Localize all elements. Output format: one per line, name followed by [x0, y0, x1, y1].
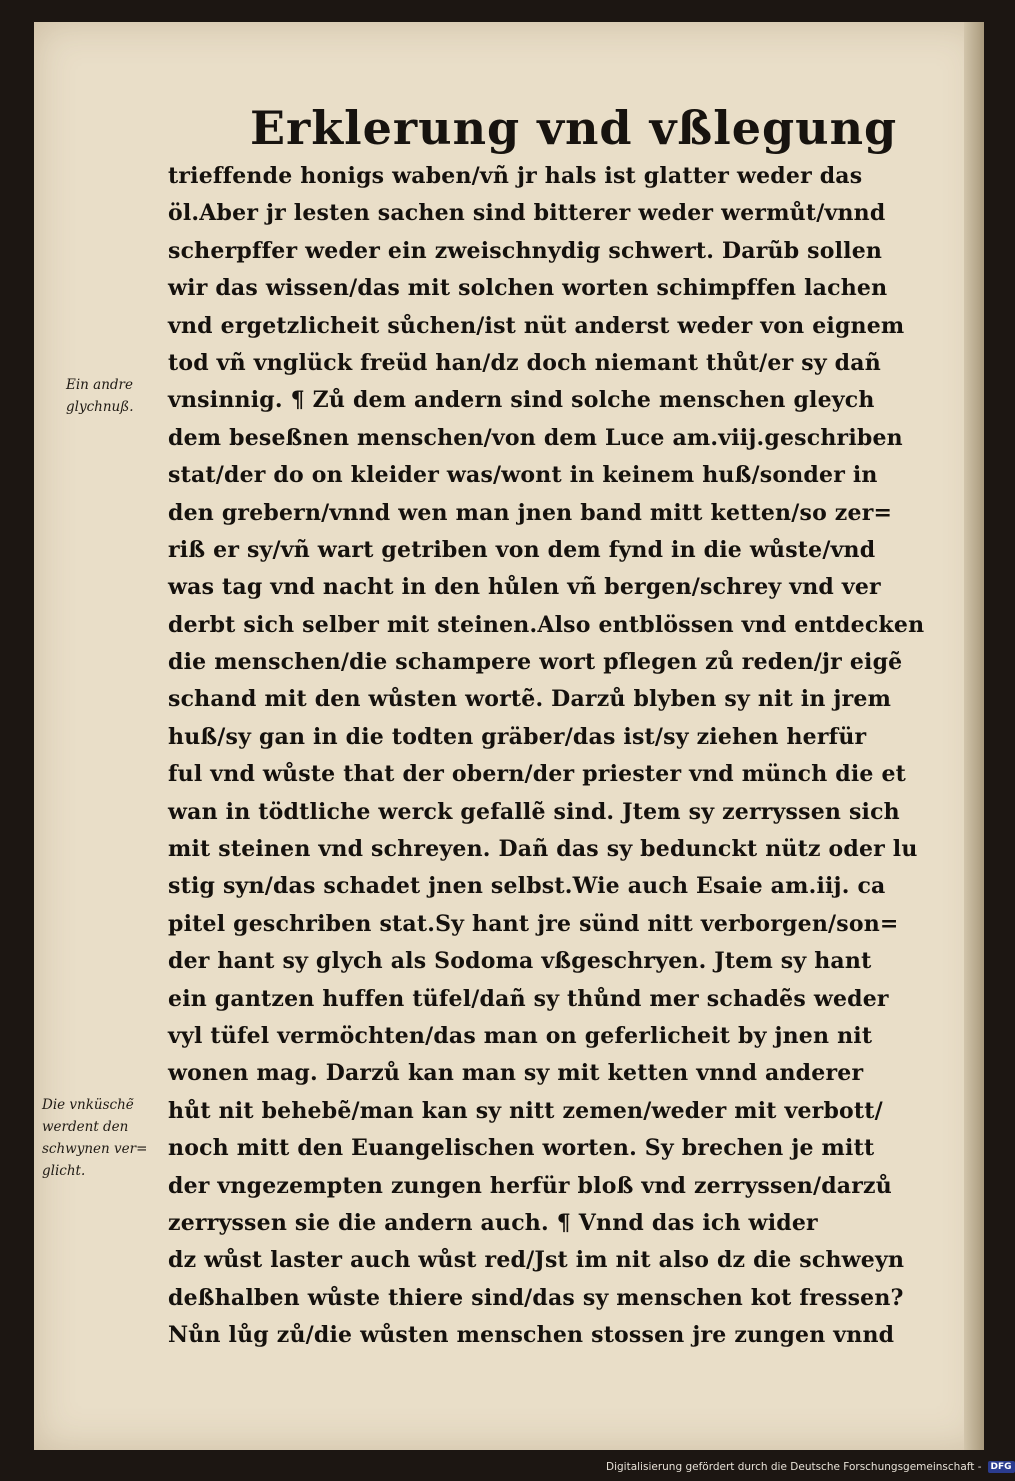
digitization-footer — [606, 1458, 1015, 1476]
marginal-note-swine — [42, 1094, 164, 1182]
text-line: wan in tödtliche werck gefallẽ sind. Jtem sy zerryssen sich — [168, 798, 900, 825]
text-line: deßhalben wůste thiere sind/das sy menschen kot fressen? — [168, 1284, 904, 1311]
text-line: den grebern/vnnd wen man jnen band mitt ketten/so zer= — [168, 499, 893, 526]
text-line: trieffende honigs waben/vñ jr hals ist glatter weder das — [168, 163, 863, 189]
text-line: ful vnd wůste that der obern/der priester vnd münch die et — [168, 761, 907, 788]
text-line: mit steinen vnd schreyen. Dañ das sy bedunckt nütz oder lu — [168, 836, 918, 863]
text-line: huß/sy gan in die todten gräber/das ist/sy ziehen herfür — [168, 723, 867, 750]
text-line: dz wůst laster auch wůst red/Jst im nit also dz die schweyn — [168, 1247, 905, 1274]
text-line: hůt nit behebẽ/man kan sy nitt zemen/weder mit verbott/ — [168, 1097, 883, 1124]
marginal-note-comparison — [66, 374, 166, 418]
marginal-note-line: werdent den — [42, 1119, 129, 1135]
text-line: pitel geschriben stat.Sy hant jre sünd nitt verborgen/son= — [168, 910, 899, 937]
text-line: schand mit den wůsten wortẽ. Darzů blyben sy nit in jrem — [168, 686, 892, 713]
text-line: die menschen/die schampere wort pflegen zů reden/jr eigẽ — [168, 649, 903, 676]
text-line: der vngezempten zungen herfür bloß vnd zerryssen/darzů — [168, 1172, 892, 1199]
text-line: vnsinnig. ¶ Zů dem andern sind solche menschen gleych — [168, 387, 875, 414]
marginal-note-line: glychnuß. — [66, 399, 134, 415]
marginal-note-line: Ein andre — [66, 377, 133, 393]
text-line: wonen mag. Darzů kan man sy mit ketten vnnd anderer — [168, 1060, 864, 1087]
text-line: Nůn lůg zů/die wůsten menschen stossen jre zungen vnnd — [168, 1322, 895, 1349]
text-line: öl.Aber jr lesten sachen sind bitterer weder wermůt/vnnd — [168, 200, 886, 227]
text-line: zerryssen sie die andern auch. ¶ Vnnd das ich wider — [168, 1209, 818, 1236]
dfg-logo: DFG — [988, 1461, 1015, 1473]
body-text — [168, 158, 928, 1355]
text-line: riß er sy/vñ wart getriben von dem fynd in die wůste/vnd — [168, 536, 876, 563]
marginal-note-line: glicht. — [42, 1163, 86, 1179]
footer-text: Digitalisierung gefördert durch die Deutsche Forschungsgemeinschaft - — [606, 1461, 982, 1473]
text-line: scherpffer weder ein zweischnydig schwert. Darũb sollen — [168, 237, 883, 264]
text-line: dem beseßnen menschen/von dem Luce am.viij.geschriben — [168, 424, 903, 451]
text-line: derbt sich selber mit steinen.Also entblössen vnd entdecken — [168, 611, 925, 638]
marginal-note-line: Die vnküschẽ — [42, 1097, 134, 1113]
book-spine-edge — [964, 22, 984, 1450]
running-title: Erklerung vnd vßlegung — [250, 101, 898, 155]
text-line: wir das wissen/das mit solchen worten schimpffen lachen — [168, 275, 888, 302]
text-line: vyl tüfel vermöchten/das man on geferlicheit by jnen nit — [168, 1022, 873, 1049]
text-line: ein gantzen huffen tüfel/dañ sy thůnd mer schadẽs weder — [168, 985, 889, 1012]
text-line: tod vñ vnglück freüd han/dz doch niemant thůt/er sy dañ — [168, 349, 881, 376]
text-line: stat/der do on kleider was/wont in keinem huß/sonder in — [168, 462, 878, 489]
text-line: noch mitt den Euangelischen worten. Sy brechen je mitt — [168, 1135, 875, 1162]
text-line: was tag vnd nacht in den hůlen vñ bergen/schrey vnd ver — [168, 574, 881, 601]
marginal-note-line: schwynen ver= — [42, 1141, 148, 1157]
text-line: stig syn/das schadet jnen selbst.Wie auch Esaie am.iij. ca — [168, 873, 886, 900]
text-line: vnd ergetzlicheit sůchen/ist nüt anderst weder von eignem — [168, 312, 905, 339]
text-line: der hant sy glych als Sodoma vßgeschryen. Jtem sy hant — [168, 948, 872, 975]
